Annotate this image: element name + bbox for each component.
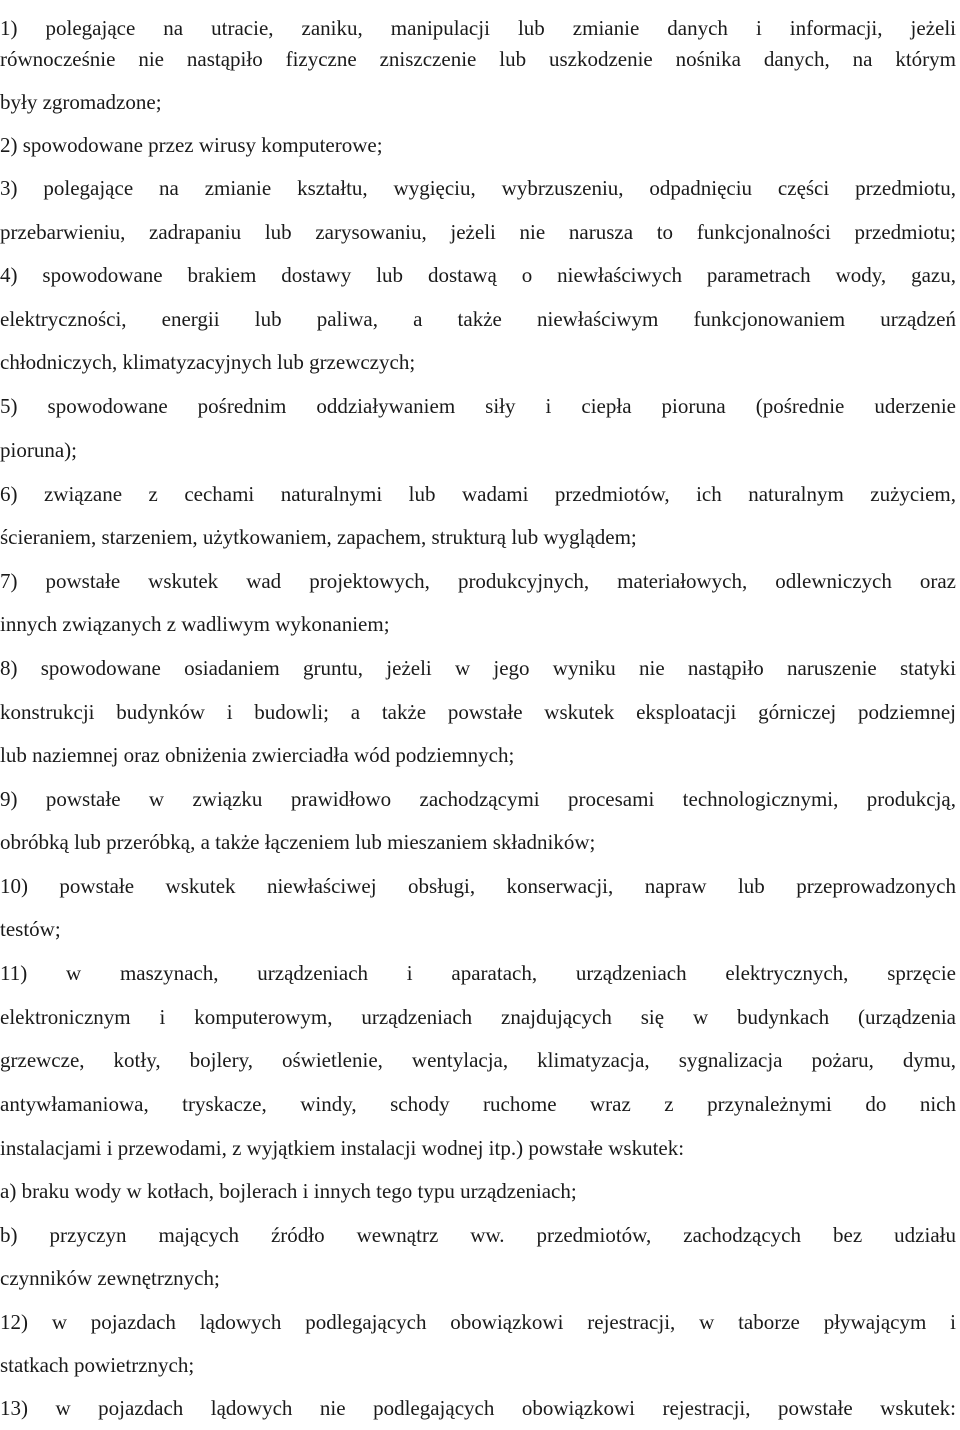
- text-line: pioruna);: [0, 438, 77, 462]
- text-line: antywłamaniowa, tryskacze, windy, schody ruchome wraz z przynależnymi do nich: [0, 1092, 956, 1116]
- text-line: 6) związane z cechami naturalnymi lub wadami przedmiotów, ich naturalnym zużyciem,: [0, 482, 956, 506]
- text-line: grzewcze, kotły, bojlery, oświetlenie, wentylacja, klimatyzacja, sygnalizacja pożaru, dymu,: [0, 1048, 956, 1072]
- text-line: statkach powietrznych;: [0, 1353, 195, 1377]
- text-line: 10) powstałe wskutek niewłaściwej obsługi, konserwacji, napraw lub przeprowadzonych: [0, 874, 956, 898]
- text-line: ścieraniem, starzeniem, użytkowaniem, zapachem, strukturą lub wyglądem;: [0, 525, 637, 549]
- text-line: a) braku wody w kotłach, bojlerach i innych tego typu urządzeniach;: [0, 1179, 577, 1203]
- text-line: b) przyczyn mających źródło wewnątrz ww. przedmiotów, zachodzących bez udziału: [0, 1223, 956, 1247]
- text-line: były zgromadzone;: [0, 90, 162, 114]
- text-line: czynników zewnętrznych;: [0, 1266, 220, 1290]
- text-line: równocześnie nie nastąpiło fizyczne zniszczenie lub uszkodzenie nośnika danych, na którym: [0, 47, 956, 71]
- text-line: elektryczności, energii lub paliwa, a także niewłaściwym funkcjonowaniem urządzeń: [0, 307, 956, 331]
- text-line: 2) spowodowane przez wirusy komputerowe;: [0, 133, 383, 157]
- text-line: 4) spowodowane brakiem dostawy lub dostawą o niewłaściwych parametrach wody, gazu,: [0, 263, 956, 287]
- text-line: innych związanych z wadliwym wykonaniem;: [0, 612, 390, 636]
- text-line: 5) spowodowane pośrednim oddziaływaniem siły i ciepła pioruna (pośrednie uderzenie: [0, 394, 956, 418]
- text-line: obróbką lub przeróbką, a także łączeniem lub mieszaniem składników;: [0, 830, 596, 854]
- text-line: testów;: [0, 917, 61, 941]
- text-line: elektronicznym i komputerowym, urządzeniach znajdujących się w budynkach (urządzenia: [0, 1005, 956, 1029]
- text-line: 8) spowodowane osiadaniem gruntu, jeżeli w jego wyniku nie nastąpiło naruszenie statyki: [0, 656, 956, 680]
- text-line: 7) powstałe wskutek wad projektowych, produkcyjnych, materiałowych, odlewniczych oraz: [0, 569, 956, 593]
- text-line: 1) polegające na utracie, zaniku, manipulacji lub zmianie danych i informacji, jeżeli: [0, 16, 956, 40]
- text-line: przebarwieniu, zadrapaniu lub zarysowaniu, jeżeli nie narusza to funkcjonalności przedmiotu;: [0, 220, 956, 244]
- text-line: 12) w pojazdach lądowych podlegających obowiązkowi rejestracji, w taborze pływającym i: [0, 1310, 956, 1334]
- text-line: 9) powstałe w związku prawidłowo zachodzącymi procesami technologicznymi, produkcją,: [0, 787, 956, 811]
- text-line: 13) w pojazdach lądowych nie podlegających obowiązkowi rejestracji, powstałe wskutek:: [0, 1396, 956, 1420]
- text-line: lub naziemnej oraz obniżenia zwierciadła wód podziemnych;: [0, 743, 515, 767]
- text-line: konstrukcji budynków i budowli; a także powstałe wskutek eksploatacji górniczej podziemnej: [0, 700, 956, 724]
- text-line: 11) w maszynach, urządzeniach i aparatach, urządzeniach elektrycznych, sprzęcie: [0, 961, 956, 985]
- text-line: 3) polegające na zmianie kształtu, wygięciu, wybrzuszeniu, odpadnięciu części przedmiotu,: [0, 176, 956, 200]
- text-line: instalacjami i przewodami, z wyjątkiem instalacji wodnej itp.) powstałe wskutek:: [0, 1136, 685, 1160]
- text-line: chłodniczych, klimatyzacyjnych lub grzewczych;: [0, 350, 416, 374]
